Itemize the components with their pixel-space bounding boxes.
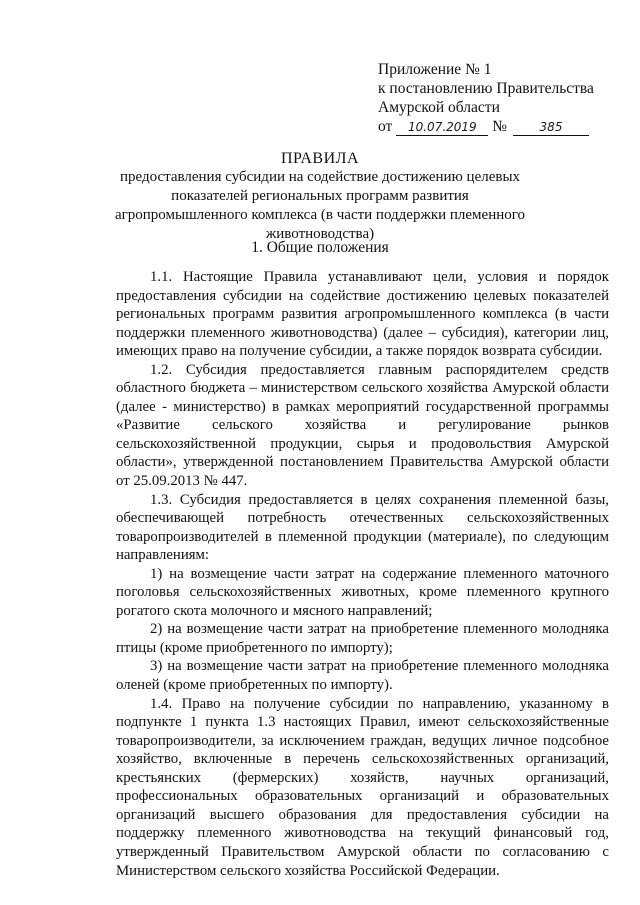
from-label: от bbox=[378, 118, 393, 135]
appendix-date-line bbox=[378, 117, 628, 136]
appendix-number: Приложение № 1 bbox=[378, 61, 492, 78]
appendix-block bbox=[378, 60, 628, 136]
paragraph-1-3-item-1: 1) на возмещение части затрат на содержание племенного маточного поголовья сельскохозяйственных животных, кроме племенного крупного рогатого скота молочного и мясного направлений; bbox=[116, 565, 609, 619]
paragraph-1-3: 1.3. Субсидия предоставляется в целях сохранения племенной базы, обеспечивающей потребность отечественных сельскохозяйственных товаропроизводителей в племенной продукции (материале), по следующим направлениям: bbox=[116, 491, 609, 564]
handwritten-number: 385 bbox=[513, 118, 589, 136]
document-title: ПРАВИЛА bbox=[280, 150, 360, 167]
paragraph-1-1: 1.1. Настоящие Правила устанавливают цели, условия и порядок предоставления субсидии на содействие достижению целевых показателей региональных программ развития агропромышленного комплекса (в части поддержки племенного животноводства) (далее – субсидия), категории лиц, имеющих право на получение субсидии, а также порядок возврата субсидии. bbox=[116, 269, 609, 360]
paragraph-1-4: 1.4. Право на получение субсидии по направлению, указанному в подпункте 1 пункта 1.3 настоящих Правил, имеют сельскохозяйственные товаропроизводители, за исключением граждан, ведущих личное подсобное хозяйство, включенные в перечень сельскохозяйственных организаций, крестьянских (фермерских) хозяйств, научных организаций, профессиональных образовательных организаций и образовательных организаций высшего образования для предоставления субсидии на поддержку племенного животноводства на текущий финансовый год, утвержденный Правительством Амурской области по согласованию с Министерством сельского хозяйства Российской Федерации. bbox=[116, 695, 609, 879]
paragraph-1-3-item-3: 3) на возмещение части затрат на приобретение племенного молодняка оленей (кроме приобретенных по импорту). bbox=[116, 658, 609, 694]
paragraph-1-3-item-2: 2) на возмещение части затрат на приобретение племенного молодняка птицы (кроме приобретенного по импорту); bbox=[116, 621, 609, 656]
number-label: № bbox=[492, 118, 507, 135]
appendix-region: Амурской области bbox=[378, 99, 500, 116]
body-text bbox=[116, 268, 609, 880]
appendix-resolution-ref: к постановлению Правительства bbox=[378, 80, 594, 97]
section-heading: 1. Общие положения bbox=[251, 239, 389, 256]
paragraph-1-2: 1.2. Субсидия предоставляется главным распорядителем средств областного бюджета – министерством сельского хозяйства Амурской области (далее - министерство) в рамках мероприятий государственной программы «Развитие сельского хозяйства и регулирование рынков сельскохозяйственной продукции, сырья и продовольствия Амурской области», утвержденной постановлением Правительства Амурской области от 25.09.2013 № 447. bbox=[116, 361, 609, 490]
document-subtitle: предоставления субсидии на содействие достижению целевых показателей региональных программ развития агропромышленного комплекса (в части поддержки племенного животноводства) bbox=[114, 169, 526, 242]
handwritten-date: 10.07.2019 bbox=[396, 118, 488, 136]
